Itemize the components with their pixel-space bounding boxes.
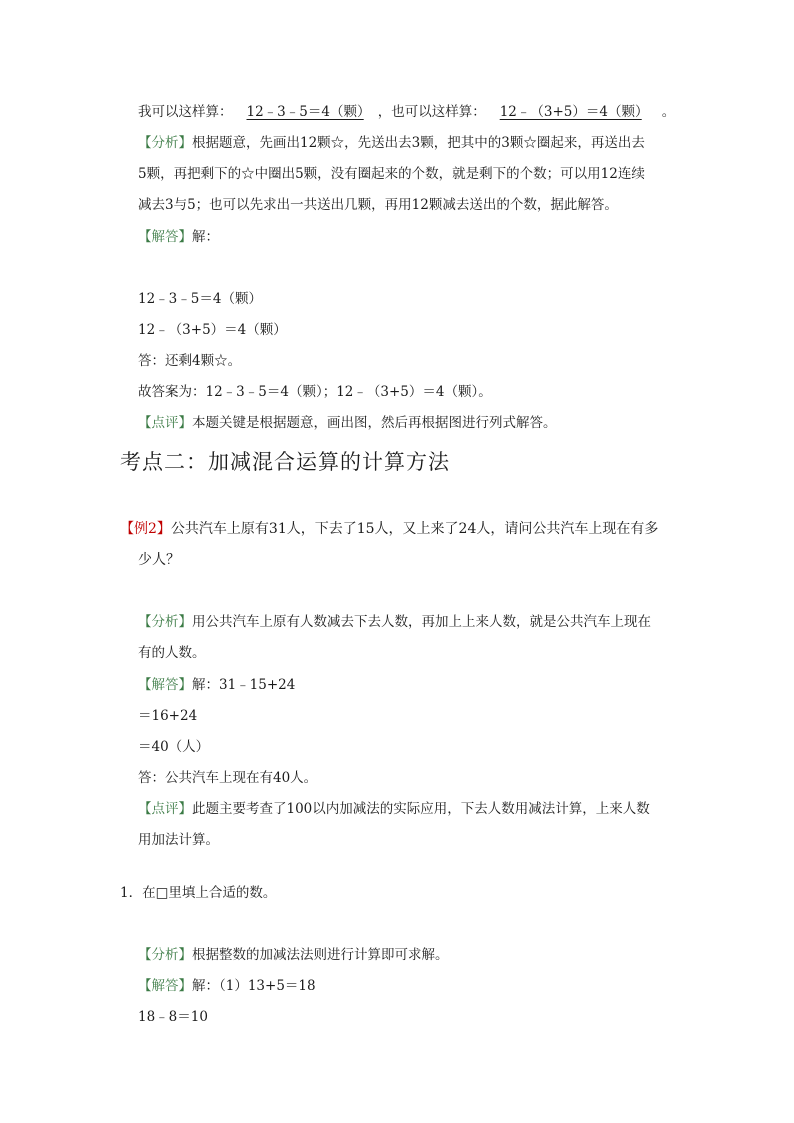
example2-question-line-2: 少人？ (138, 552, 180, 568)
answer-tag: 【解答】 (138, 229, 192, 245)
answer-head-line (138, 227, 678, 247)
example2-review-tag: 【点评】 (138, 801, 192, 817)
calc-line-2: 12﹣（3+5）＝4（颗） (138, 322, 287, 338)
example2-analysis-tag: 【分析】 (138, 614, 192, 630)
exercise1-analysis-line (138, 945, 678, 965)
analysis-text: 根据题意，先画出12颗☆，先送出去3颗，把其中的3颗☆圈起来，再送出去 (192, 135, 645, 151)
calc-line-1: 12﹣3﹣5＝4（颗） (138, 291, 262, 307)
example2-review-line-1 (138, 799, 678, 819)
analysis-line-3: 减去3与5；也可以先求出一共送出几颗，再用12颗减去送出的个数，据此解答。 (138, 197, 618, 213)
final-answer-line: 故答案为：12﹣3﹣5＝4（颗）；12﹣（3+5）＝4（颗）。 (138, 384, 492, 400)
example2-analysis-line-2: 有的人数。 (138, 645, 206, 661)
reply-line: 答：还剩4颗☆。 (138, 353, 242, 369)
exercise1-analysis-text: 根据整数的加减法法则进行计算即可求解。 (192, 947, 449, 963)
example2-review-line-2: 用加法计算。 (138, 832, 219, 848)
example2-answer-line-3: ＝40（人） (138, 739, 210, 755)
exercise1-analysis-tag: 【分析】 (138, 947, 192, 963)
example2-question-line-1 (120, 519, 658, 539)
example2-answer-line-2: ＝16+24 (138, 708, 198, 724)
example2-answer-line-1 (138, 675, 678, 695)
exercise1-answer-line-2: 18﹣8＝10 (138, 1009, 208, 1025)
exercise1-question-line (120, 883, 276, 903)
exercise1-question: 在□里填上合适的数。 (142, 885, 277, 901)
example2-answer-text: 解：31﹣15+24 (192, 677, 296, 693)
exercise1-answer-tag: 【解答】 (138, 978, 192, 994)
example2-tag: 【例2】 (120, 521, 171, 537)
intro-prefix: 我可以这样算： (138, 104, 233, 120)
example2-analysis-text: 用公共汽车上原有人数减去下去人数，再加上上来人数，就是公共汽车上现在 (192, 614, 651, 630)
example2-question-text: 公共汽车上原有31人，下去了15人，又上来了24人，请问公共汽车上现在有多 (170, 521, 659, 537)
blank-answer-2: 12﹣（3+5）＝4（颗） (499, 104, 642, 120)
review-tag: 【点评】 (138, 415, 192, 431)
example2-analysis-line-1 (138, 612, 678, 632)
section-title: 考点二：加减混合运算的计算方法 (120, 450, 450, 474)
blank-answer-1: 12﹣3﹣5＝4（颗） (246, 104, 364, 120)
review-line (138, 413, 678, 433)
analysis-line-2: 5颗，再把剩下的☆中圈出5颗，没有圈起来的个数，就是剩下的个数；可以用12连续 (138, 166, 645, 182)
intro-middle: ，也可以这样算： (377, 104, 486, 120)
exercise1-answer-text: 解：（1）13+5＝18 (192, 978, 316, 994)
analysis-line-1 (138, 133, 678, 153)
exercise1-number: 1． (120, 885, 143, 901)
answer-intro-line (138, 102, 678, 122)
answer-head: 解： (192, 229, 219, 245)
analysis-tag: 【分析】 (138, 135, 192, 151)
example2-reply-line: 答：公共汽车上现在有40人。 (138, 770, 318, 786)
example2-answer-tag: 【解答】 (138, 677, 192, 693)
review-text: 本题关键是根据题意，画出图，然后再根据图进行列式解答。 (192, 415, 557, 431)
intro-end: 。 (661, 104, 676, 120)
exercise1-answer-line-1 (138, 976, 678, 996)
example2-review-text: 此题主要考查了100以内加减法的实际应用，下去人数用减法计算，上来人数 (192, 801, 650, 817)
